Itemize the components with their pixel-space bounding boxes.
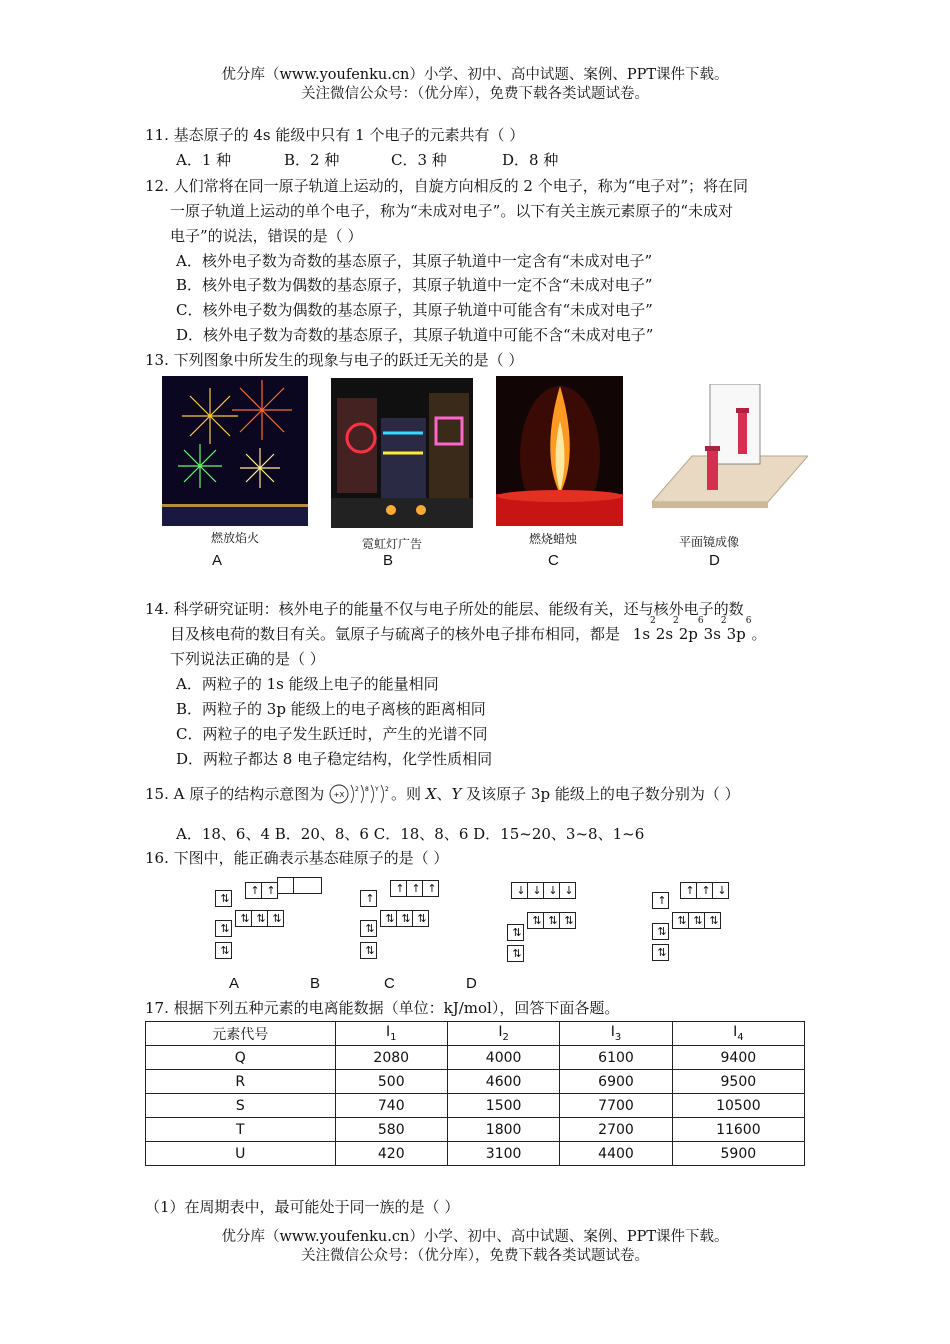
orbital-3p bbox=[680, 879, 728, 899]
footer-line-1: 优分库（www.youfenku.cn）小学、初中、高中试题、案例、PPT课件下载。 bbox=[221, 1229, 729, 1245]
q11-stem: 11. 基态原子的 4s 能级中只有 1 个电子的元素共有（ ） bbox=[145, 126, 525, 144]
orbital-box: ⇅ bbox=[360, 942, 377, 959]
q13-letter-d: D bbox=[709, 552, 720, 569]
orbital-2s bbox=[652, 920, 668, 940]
orbital-box: ⇅ bbox=[396, 910, 413, 927]
config-3p: 3p bbox=[726, 625, 746, 643]
table-row bbox=[146, 1142, 805, 1166]
orbital-box: ⇅ bbox=[267, 910, 284, 927]
caption-neon: 霓虹灯广告 bbox=[361, 537, 422, 551]
q15-sep: 、 bbox=[436, 785, 452, 803]
orbital-3s bbox=[652, 889, 668, 909]
header-i1: $I_1$ bbox=[385, 1024, 397, 1043]
orbital-box: ⇅ bbox=[215, 942, 232, 959]
q16-stem: 16. 下图中，能正确表示基态硅原子的是（ ） bbox=[145, 849, 449, 867]
table-cell: 11600 bbox=[672, 1118, 804, 1142]
orbital-2s bbox=[507, 921, 523, 941]
orbital-box: ↑ bbox=[422, 880, 439, 897]
table-row bbox=[146, 1094, 805, 1118]
nucleus-label: +X bbox=[333, 791, 345, 799]
q15-stem-mid: 。则 bbox=[391, 785, 426, 803]
orbital-2s bbox=[360, 917, 376, 937]
config-3s-count: 2 bbox=[720, 616, 727, 626]
orbital-3s bbox=[360, 887, 376, 907]
table-header bbox=[672, 1022, 804, 1046]
q14-option-b: B．两粒子的 3p 能级上的电子离核的距离相同 bbox=[176, 700, 486, 718]
q15-stem-end: 及该原子 3p 能级上的电子数分别为（ ） bbox=[461, 785, 740, 803]
orbital-1s bbox=[215, 939, 231, 959]
orbital-1s bbox=[652, 941, 668, 961]
shell-2-count: 8 bbox=[365, 786, 369, 793]
q14-stem-2-end: 。 bbox=[751, 625, 767, 643]
q14-stem-3: 下列说法正确的是（ ） bbox=[170, 650, 325, 668]
orbital-box: ⇅ bbox=[527, 912, 544, 929]
table-cell: U bbox=[146, 1142, 336, 1166]
orbital-box: ⇅ bbox=[215, 920, 232, 937]
atomic-structure-diagram bbox=[329, 782, 391, 808]
q16-letter-d: D bbox=[466, 975, 477, 992]
shell-4-count: 2 bbox=[385, 786, 389, 793]
orbital-box: ⇅ bbox=[380, 910, 397, 927]
shell-1-count: 2 bbox=[355, 786, 359, 793]
table-cell: 6100 bbox=[560, 1046, 672, 1070]
q14-stem-2 bbox=[170, 616, 767, 645]
q16-letter-a: A bbox=[229, 975, 240, 992]
q14-option-d: D．两粒子都达 8 电子稳定结构，化学性质相同 bbox=[176, 750, 493, 768]
q14-option-c: C．两粒子的电子发生跃迁时，产生的光谱不同 bbox=[176, 725, 488, 743]
q12-option-d: D．核外电子数为奇数的基态原子，其原子轨道中可能不含“未成对电子” bbox=[176, 326, 654, 344]
table-cell: 500 bbox=[335, 1070, 447, 1094]
orbital-box: ⇅ bbox=[543, 912, 560, 929]
q13-letter-a: A bbox=[212, 552, 223, 569]
q15-stem-pre: 15. A 原子的结构示意图为 bbox=[145, 785, 325, 803]
candle-image bbox=[496, 376, 623, 526]
config-2p-count: 6 bbox=[697, 616, 704, 626]
q11-option-a: A．1 种 bbox=[176, 151, 232, 169]
orbital-2p bbox=[235, 907, 283, 927]
table-cell: 2700 bbox=[560, 1118, 672, 1142]
header-line-1: 优分库（www.youfenku.cn）小学、初中、高中试题、案例、PPT课件下载。 bbox=[221, 67, 729, 83]
orbital-3s bbox=[215, 887, 231, 907]
page-footer bbox=[0, 1228, 950, 1266]
table-cell: 10500 bbox=[672, 1094, 804, 1118]
table-cell: 1500 bbox=[447, 1094, 559, 1118]
mirror-image bbox=[652, 384, 808, 514]
orbital-3p bbox=[511, 879, 575, 899]
table-cell: 4000 bbox=[447, 1046, 559, 1070]
orbital-box: ⇅ bbox=[251, 910, 268, 927]
orbital-box bbox=[277, 877, 294, 894]
table-cell: 420 bbox=[335, 1142, 447, 1166]
table-cell: 4600 bbox=[447, 1070, 559, 1094]
q17-sub-1: （1）在周期表中，最可能处于同一族的是（ ） bbox=[145, 1198, 460, 1216]
orbital-box: ⇅ bbox=[704, 912, 721, 929]
orbital-box-empty bbox=[293, 877, 322, 894]
q13-letter-b: B bbox=[383, 552, 394, 569]
orbital-box: ↑ bbox=[390, 880, 407, 897]
table-row bbox=[146, 1118, 805, 1142]
config-3p-count: 6 bbox=[745, 616, 752, 626]
orbital-3p bbox=[245, 877, 321, 899]
q16-letter-b: B bbox=[310, 975, 321, 992]
orbital-2p bbox=[380, 907, 428, 927]
table-cell: 2080 bbox=[335, 1046, 447, 1070]
ionization-energy-table bbox=[145, 1021, 805, 1166]
electron-configuration bbox=[632, 616, 752, 643]
header-line-2: 关注微信公众号：（优分库），免费下载各类试题试卷。 bbox=[301, 86, 649, 102]
orbital-box: ↓ bbox=[559, 882, 576, 899]
table-header bbox=[447, 1022, 559, 1046]
orbital-2p bbox=[527, 909, 575, 929]
orbital-2s bbox=[215, 917, 231, 937]
orbital-box: ↑ bbox=[360, 890, 377, 907]
config-2s: 2s bbox=[655, 625, 674, 643]
q12-option-b: B．核外电子数为偶数的基态原子，其原子轨道中一定不含“未成对电子” bbox=[176, 276, 653, 294]
orbital-box: ⇅ bbox=[360, 920, 377, 937]
q15-var-x: X bbox=[425, 785, 437, 803]
config-3s: 3s bbox=[703, 625, 721, 643]
orbital-box: ⇅ bbox=[652, 923, 669, 940]
orbital-1s bbox=[507, 942, 523, 962]
orbital-box: ⇅ bbox=[652, 944, 669, 961]
table-cell: S bbox=[146, 1094, 336, 1118]
table-header bbox=[335, 1022, 447, 1046]
q12-stem-3: 电子”的说法，错误的是（ ） bbox=[170, 227, 363, 245]
config-2s-count: 2 bbox=[673, 616, 679, 626]
header-i3: $I_3$ bbox=[610, 1024, 622, 1043]
orbital-1s bbox=[360, 939, 376, 959]
orbital-box: ↑ bbox=[696, 882, 713, 899]
orbital-box: ↑ bbox=[261, 882, 278, 899]
table-cell: 740 bbox=[335, 1094, 447, 1118]
table-row bbox=[146, 1046, 805, 1070]
orbital-box: ↓ bbox=[527, 882, 544, 899]
q17-stem: 17. 根据下列五种元素的电离能数据（单位：kJ/mol），回答下面各题。 bbox=[145, 999, 620, 1017]
q12-stem-1: 12. 人们常将在同一原子轨道上运动的，自旋方向相反的 2 个电子，称为“电子对”；将在同 bbox=[145, 177, 749, 195]
config-1s: 1s bbox=[632, 625, 651, 643]
table-cell: 6900 bbox=[560, 1070, 672, 1094]
caption-fireworks: 燃放焰火 bbox=[210, 531, 259, 545]
neon-sign-image bbox=[331, 378, 473, 528]
caption-candle: 燃烧蜡烛 bbox=[528, 532, 577, 546]
q14-stem-2-text: 目及核电荷的数目有关。氩原子与硫离子的核外电子排布相同，都是 bbox=[170, 625, 621, 643]
table-header-row bbox=[146, 1022, 805, 1046]
table-cell: 4400 bbox=[560, 1142, 672, 1166]
orbital-box: ⇅ bbox=[559, 912, 576, 929]
caption-mirror: 平面镜成像 bbox=[678, 535, 739, 549]
table-cell: 1800 bbox=[447, 1118, 559, 1142]
orbital-box: ⇅ bbox=[688, 912, 705, 929]
q16-letter-c: C bbox=[384, 975, 395, 992]
table-cell: 7700 bbox=[560, 1094, 672, 1118]
orbital-2p bbox=[672, 909, 720, 929]
orbital-box: ⇅ bbox=[672, 912, 689, 929]
page-header bbox=[0, 66, 950, 104]
q12-option-c: C．核外电子数为偶数的基态原子，其原子轨道中可能含有“未成对电子” bbox=[176, 301, 653, 319]
table-cell: Q bbox=[146, 1046, 336, 1070]
header-i4: $I_4$ bbox=[733, 1024, 744, 1043]
orbital-box: ↓ bbox=[543, 882, 560, 899]
orbital-3p bbox=[390, 877, 438, 897]
header-i2: $I_2$ bbox=[498, 1024, 509, 1043]
table-header: 元素代号 bbox=[146, 1022, 336, 1046]
q15-options: A．18、6、4 B．20、8、6 C．18、8、6 D．15~20、3~8、1~6 bbox=[176, 825, 645, 843]
orbital-box: ↑ bbox=[245, 882, 262, 899]
q12-option-a: A．核外电子数为奇数的基态原子，其原子轨道中一定含有“未成对电子” bbox=[176, 252, 653, 270]
table-header bbox=[560, 1022, 672, 1046]
q14-option-a: A．两粒子的 1s 能级上电子的能量相同 bbox=[176, 675, 439, 693]
q14-stem-1: 14. 科学研究证明：核外电子的能量不仅与电子所处的能层、能级有关，还与核外电子的数 bbox=[145, 600, 744, 618]
config-1s-count: 2 bbox=[650, 616, 656, 626]
orbital-box: ⇅ bbox=[215, 890, 232, 907]
orbital-box: ↑ bbox=[406, 880, 423, 897]
q11-option-c: C．3 种 bbox=[391, 151, 447, 169]
orbital-box: ↑ bbox=[652, 892, 669, 909]
orbital-box: ⇅ bbox=[507, 945, 524, 962]
q12-stem-2: 一原子轨道上运动的单个电子，称为“未成对电子”。以下有关主族元素原子的“未成对 bbox=[170, 202, 734, 220]
q15-var-y: Y bbox=[451, 785, 462, 803]
orbital-box: ↓ bbox=[511, 882, 528, 899]
q11-option-b: B．2 种 bbox=[284, 151, 340, 169]
table-cell: 9400 bbox=[672, 1046, 804, 1070]
config-2p: 2p bbox=[678, 625, 698, 643]
orbital-box: ⇅ bbox=[412, 910, 429, 927]
table-cell: R bbox=[146, 1070, 336, 1094]
footer-line-2: 关注微信公众号：（优分库），免费下载各类试题试卷。 bbox=[301, 1248, 649, 1264]
q15-stem bbox=[145, 782, 740, 808]
shell-3-count: Y bbox=[375, 786, 379, 793]
q11-option-d: D．8 种 bbox=[502, 151, 559, 169]
orbital-box: ↓ bbox=[712, 882, 729, 899]
fireworks-image bbox=[162, 376, 308, 526]
orbital-box: ⇅ bbox=[507, 924, 524, 941]
table-cell: 3100 bbox=[447, 1142, 559, 1166]
table-cell: 5900 bbox=[672, 1142, 804, 1166]
table-row bbox=[146, 1070, 805, 1094]
orbital-box: ↑ bbox=[680, 882, 697, 899]
table-cell: T bbox=[146, 1118, 336, 1142]
orbital-box: ⇅ bbox=[235, 910, 252, 927]
q13-letter-c: C bbox=[548, 552, 559, 569]
table-cell: 9500 bbox=[672, 1070, 804, 1094]
table-cell: 580 bbox=[335, 1118, 447, 1142]
q13-stem: 13. 下列图象中所发生的现象与电子的跃迁无关的是（ ） bbox=[145, 351, 524, 369]
